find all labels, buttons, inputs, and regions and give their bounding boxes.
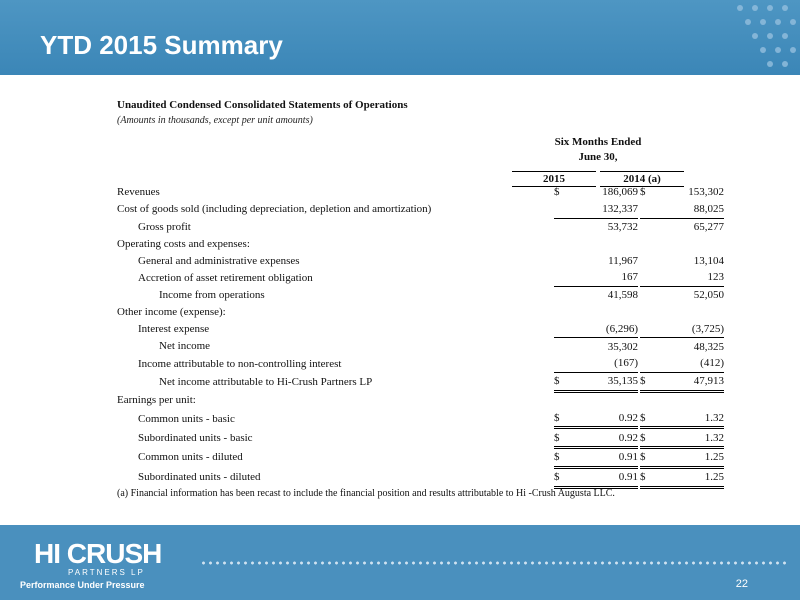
- table-row: [117, 184, 724, 201]
- table-row: [117, 391, 724, 409]
- value-2015: (167): [614, 357, 638, 370]
- value-2015: (6,296): [605, 322, 638, 335]
- hi-crush-logo: [20, 538, 170, 594]
- table-row: [117, 269, 724, 286]
- footnote: (a) Financial information has been recast to include the financial position and results attributable to Hi -Crush Augusta LLC.: [117, 488, 615, 499]
- value-2014: 123: [707, 271, 724, 284]
- table-row: [117, 286, 724, 303]
- logo-subtext: PARTNERS LP: [68, 568, 145, 577]
- value-2015: 0.92: [564, 428, 638, 448]
- value-2014: 47,913: [650, 372, 724, 391]
- row-label: General and administrative expenses: [138, 254, 300, 267]
- row-label: Operating costs and expenses:: [117, 237, 250, 250]
- value-2014: (412): [700, 357, 724, 370]
- value-2014: 1.25: [650, 447, 724, 467]
- column-header-2015: 2015: [512, 171, 596, 187]
- currency-symbol: $: [554, 467, 564, 487]
- row-label: Other income (expense):: [117, 305, 226, 318]
- logo-tagline: Performance Under Pressure: [20, 580, 145, 590]
- row-label: Income from operations: [159, 288, 265, 301]
- column-header-2014: 2014 (a): [600, 171, 684, 187]
- logo-brand: HI CRUSH: [34, 538, 162, 569]
- table-row: [117, 201, 724, 218]
- row-label: Net income attributable to Hi-Crush Partners LP: [159, 375, 373, 388]
- table-row: [117, 372, 724, 391]
- currency-symbol: $: [640, 428, 650, 448]
- row-label: Gross profit: [138, 220, 191, 233]
- table-row: [117, 235, 724, 252]
- row-label: Accretion of asset retirement obligation: [138, 271, 313, 284]
- table-row: [117, 447, 724, 467]
- table-row: [117, 409, 724, 427]
- value-2014: 1.25: [650, 467, 724, 487]
- currency-symbol: $: [554, 372, 564, 391]
- table-row: [117, 252, 724, 269]
- currency-symbol: $: [640, 186, 646, 199]
- value-2015: 41,598: [564, 286, 638, 303]
- value-2015: 53,732: [564, 218, 638, 235]
- table-row: [117, 355, 724, 372]
- currency-symbol: $: [640, 447, 650, 467]
- period-heading: Six Months Ended: [554, 136, 642, 148]
- value-2015: 0.91: [564, 447, 638, 467]
- value-2014: 1.32: [650, 409, 724, 427]
- value-2014: 1.32: [650, 428, 724, 448]
- statement-subtitle: (Amounts in thousands, except per unit amounts): [117, 115, 313, 126]
- value-2015: 132,337: [602, 203, 638, 216]
- table-row: [117, 218, 724, 235]
- slide-content: [0, 75, 800, 525]
- value-2015: 11,967: [608, 254, 638, 267]
- row-label: Income attributable to non-controlling interest: [138, 357, 342, 370]
- value-2015: 35,135: [564, 372, 638, 391]
- value-2014: (3,725): [691, 322, 724, 335]
- value-2014: 88,025: [693, 203, 724, 216]
- slide-title: YTD 2015 Summary: [40, 30, 283, 60]
- income-statement-table: [117, 184, 724, 489]
- currency-symbol: $: [554, 409, 564, 427]
- row-label: Subordinated units - basic: [138, 431, 253, 444]
- row-label: Revenues: [117, 186, 160, 199]
- row-label: Subordinated units - diluted: [138, 471, 261, 484]
- currency-symbol: $: [640, 467, 650, 487]
- table-row: [117, 320, 724, 337]
- currency-symbol: $: [554, 186, 560, 199]
- table-row: [117, 467, 724, 487]
- table-row: [117, 338, 724, 355]
- row-label: Earnings per unit:: [117, 394, 196, 407]
- currency-symbol: $: [554, 447, 564, 467]
- decorative-dots: [710, 0, 800, 75]
- value-2014: 65,277: [650, 218, 724, 235]
- value-2015: 186,069: [602, 186, 638, 199]
- row-label: Net income: [159, 340, 211, 353]
- currency-symbol: $: [554, 428, 564, 448]
- slide-header: [0, 0, 800, 75]
- value-2014: 13,104: [693, 254, 724, 267]
- currency-symbol: $: [640, 409, 650, 427]
- value-2015: 0.91: [564, 467, 638, 487]
- currency-symbol: $: [640, 372, 650, 391]
- value-2015: 35,302: [564, 338, 638, 355]
- row-label: Cost of goods sold (including depreciation, depletion and amortization): [117, 203, 432, 216]
- page-number: 22: [735, 578, 748, 590]
- value-2014: 48,325: [650, 338, 724, 355]
- value-2014: 153,302: [688, 186, 724, 199]
- table-row: [117, 304, 724, 321]
- table-row: [117, 428, 724, 448]
- row-label: Common units - basic: [138, 412, 235, 425]
- value-2015: 167: [621, 271, 638, 284]
- row-label: Common units - diluted: [138, 451, 243, 464]
- row-label: Interest expense: [138, 323, 210, 336]
- value-2015: 0.92: [564, 409, 638, 427]
- footer-dot-line: [200, 560, 790, 566]
- statement-title: Unaudited Condensed Consolidated Statements of Operations: [117, 99, 408, 111]
- period-date: June 30,: [578, 151, 618, 163]
- value-2014: 52,050: [650, 286, 724, 303]
